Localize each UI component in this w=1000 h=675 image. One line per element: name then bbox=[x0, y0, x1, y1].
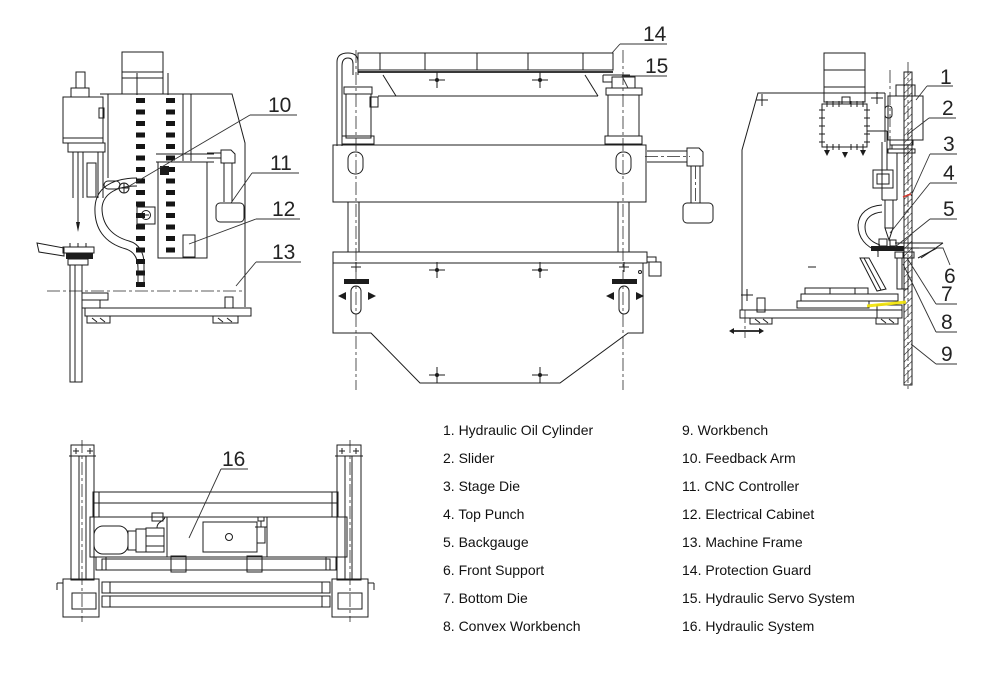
legend-item: 8. Convex Workbench bbox=[443, 618, 581, 634]
callout-14: 14 bbox=[643, 23, 667, 46]
callout-8: 8 bbox=[941, 311, 953, 334]
legend-item: 12. Electrical Cabinet bbox=[682, 506, 815, 522]
legend-item: 11. CNC Controller bbox=[682, 478, 800, 494]
cnc-pendant-front bbox=[683, 203, 713, 223]
legend-item: 14. Protection Guard bbox=[682, 562, 812, 578]
callout-13: 13 bbox=[272, 241, 296, 264]
callout-1: 1 bbox=[940, 66, 952, 89]
legend-item: 16. Hydraulic System bbox=[682, 618, 815, 634]
legend-item: 10. Feedback Arm bbox=[682, 450, 796, 466]
callout-10: 10 bbox=[268, 94, 292, 117]
legend-item: 1. Hydraulic Oil Cylinder bbox=[443, 422, 594, 438]
legend-item: 6. Front Support bbox=[443, 562, 545, 578]
legend-item: 15. Hydraulic Servo System bbox=[682, 590, 855, 606]
callout-11: 11 bbox=[270, 152, 292, 175]
hydraulic-system-bay bbox=[90, 517, 347, 557]
callout-12: 12 bbox=[272, 198, 296, 221]
legend-item: 9. Workbench bbox=[682, 422, 769, 438]
legend-item: 13. Machine Frame bbox=[682, 534, 803, 550]
legend-item: 7. Bottom Die bbox=[443, 590, 528, 606]
side-view-left-drawing bbox=[37, 52, 301, 382]
cylinder-right bbox=[608, 95, 639, 136]
callout-5: 5 bbox=[943, 198, 955, 221]
slider-body bbox=[333, 145, 646, 202]
parts-legend-left-column bbox=[443, 416, 673, 640]
legend-item: 3. Stage Die bbox=[443, 478, 521, 494]
callout-15: 15 bbox=[645, 55, 669, 78]
callout-2: 2 bbox=[942, 97, 954, 120]
hydraulic-cylinder-side bbox=[63, 97, 103, 143]
oil-tank bbox=[203, 522, 257, 552]
guard-box-side bbox=[122, 52, 163, 94]
callout-16: 16 bbox=[222, 448, 246, 471]
callout-3: 3 bbox=[943, 133, 955, 156]
legend-item: 4. Top Punch bbox=[443, 506, 525, 522]
hydraulic-tank-side bbox=[824, 53, 865, 102]
plan-view-drawing bbox=[57, 440, 374, 622]
protection-guard bbox=[358, 53, 613, 70]
cnc-pendant-side bbox=[216, 203, 244, 222]
callout-6: 6 bbox=[944, 265, 956, 288]
pump-mounting-panel bbox=[822, 104, 867, 147]
motor bbox=[94, 526, 128, 554]
workbench-beam bbox=[333, 252, 647, 263]
cylinder-left bbox=[346, 94, 371, 138]
parts-legend-right-column bbox=[682, 416, 912, 640]
callout-4: 4 bbox=[943, 162, 955, 185]
callout-7: 7 bbox=[941, 283, 953, 306]
legend-item: 2. Slider bbox=[443, 450, 495, 466]
side-view-right-drawing bbox=[729, 53, 957, 392]
legend-item: 5. Backgauge bbox=[443, 534, 529, 550]
callout-9: 9 bbox=[941, 343, 953, 366]
front-view-drawing bbox=[333, 23, 713, 390]
